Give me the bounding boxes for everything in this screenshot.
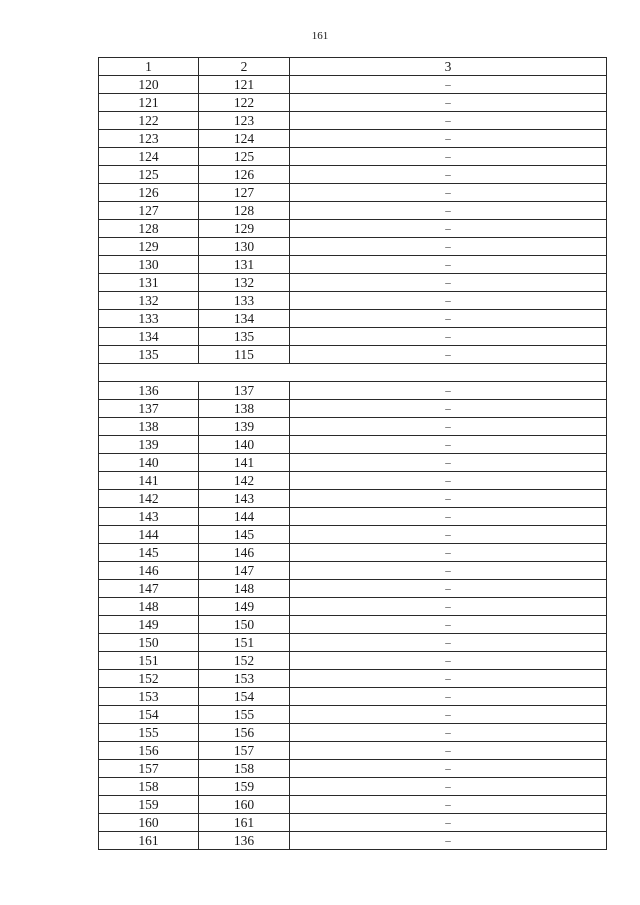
table-cell-col-3: – bbox=[290, 760, 607, 778]
table-cell-col-3: – bbox=[290, 202, 607, 220]
table-cell-col-3: – bbox=[290, 148, 607, 166]
table-cell-col-1: 132 bbox=[99, 292, 199, 310]
table-cell-col-3: – bbox=[290, 256, 607, 274]
table-cell-col-2: 152 bbox=[199, 652, 290, 670]
table-cell-col-2: 128 bbox=[199, 202, 290, 220]
table-cell-col-3: – bbox=[290, 436, 607, 454]
table-row bbox=[99, 580, 607, 598]
table-cell-col-3: – bbox=[290, 688, 607, 706]
table-body bbox=[99, 58, 607, 850]
table-cell-col-1: 160 bbox=[99, 814, 199, 832]
table-row bbox=[99, 454, 607, 472]
table-row bbox=[99, 472, 607, 490]
table-cell-col-1: 128 bbox=[99, 220, 199, 238]
table-cell-col-3: – bbox=[290, 310, 607, 328]
table-cell-col-2: 130 bbox=[199, 238, 290, 256]
table-row bbox=[99, 490, 607, 508]
table-cell-col-2: 149 bbox=[199, 598, 290, 616]
table-cell-col-2: 155 bbox=[199, 706, 290, 724]
table-cell-col-3: – bbox=[290, 670, 607, 688]
table-row bbox=[99, 544, 607, 562]
table-cell-col-2: 135 bbox=[199, 328, 290, 346]
table-row bbox=[99, 184, 607, 202]
table-row bbox=[99, 688, 607, 706]
table-row bbox=[99, 238, 607, 256]
table-cell-col-1: 122 bbox=[99, 112, 199, 130]
table-cell-col-3: – bbox=[290, 526, 607, 544]
table-cell-col-3: – bbox=[290, 418, 607, 436]
table-row bbox=[99, 292, 607, 310]
table-cell-col-2: 142 bbox=[199, 472, 290, 490]
table-row bbox=[99, 220, 607, 238]
table-row bbox=[99, 310, 607, 328]
table-cell-col-3: – bbox=[290, 706, 607, 724]
page-number: 161 bbox=[311, 30, 329, 42]
table-cell-col-3: – bbox=[290, 742, 607, 760]
table-cell-col-2: 158 bbox=[199, 760, 290, 778]
table-cell-col-1: 136 bbox=[99, 382, 199, 400]
table-cell-col-2: 115 bbox=[199, 346, 290, 364]
table-cell-col-3: – bbox=[290, 562, 607, 580]
header-cell-3: 3 bbox=[290, 58, 607, 76]
table-cell-col-1: 149 bbox=[99, 616, 199, 634]
table-cell-col-1: 151 bbox=[99, 652, 199, 670]
table-cell-col-3: – bbox=[290, 832, 607, 850]
table-row bbox=[99, 598, 607, 616]
table-cell-col-1: 145 bbox=[99, 544, 199, 562]
table-cell-col-1: 127 bbox=[99, 202, 199, 220]
table-cell-col-1: 155 bbox=[99, 724, 199, 742]
table-cell-col-2: 154 bbox=[199, 688, 290, 706]
table-row bbox=[99, 796, 607, 814]
table-cell-col-1: 157 bbox=[99, 760, 199, 778]
table-cell-col-2: 159 bbox=[199, 778, 290, 796]
table-row bbox=[99, 76, 607, 94]
table-cell-col-1: 125 bbox=[99, 166, 199, 184]
table-cell-col-2: 139 bbox=[199, 418, 290, 436]
table-cell-col-3: – bbox=[290, 796, 607, 814]
table-row bbox=[99, 274, 607, 292]
table-row bbox=[99, 346, 607, 364]
table-cell-col-1: 139 bbox=[99, 436, 199, 454]
table-cell-col-3: – bbox=[290, 94, 607, 112]
table-cell-col-2: 160 bbox=[199, 796, 290, 814]
table-cell-col-1: 148 bbox=[99, 598, 199, 616]
table-cell-col-2: 122 bbox=[199, 94, 290, 112]
table-cell-col-2: 141 bbox=[199, 454, 290, 472]
table-row bbox=[99, 130, 607, 148]
table-cell-col-3: – bbox=[290, 382, 607, 400]
table-cell-col-3: – bbox=[290, 778, 607, 796]
header-cell-1: 1 bbox=[99, 58, 199, 76]
table-row bbox=[99, 814, 607, 832]
table-cell-col-1: 161 bbox=[99, 832, 199, 850]
table-row bbox=[99, 112, 607, 130]
table-cell-col-3: – bbox=[290, 508, 607, 526]
table-row bbox=[99, 166, 607, 184]
table-cell-col-3: – bbox=[290, 598, 607, 616]
table-row bbox=[99, 328, 607, 346]
table-cell-col-2: 150 bbox=[199, 616, 290, 634]
table-row bbox=[99, 148, 607, 166]
table-cell-col-3: – bbox=[290, 400, 607, 418]
table-cell-col-1: 144 bbox=[99, 526, 199, 544]
table-cell-col-1: 124 bbox=[99, 148, 199, 166]
section-separator-row bbox=[99, 364, 607, 382]
table-cell-col-1: 156 bbox=[99, 742, 199, 760]
table-cell-col-1: 142 bbox=[99, 490, 199, 508]
table-cell-col-2: 140 bbox=[199, 436, 290, 454]
table-cell-col-3: – bbox=[290, 184, 607, 202]
table-cell-col-2: 146 bbox=[199, 544, 290, 562]
table-cell-col-1: 126 bbox=[99, 184, 199, 202]
table-cell-col-2: 131 bbox=[199, 256, 290, 274]
table-row bbox=[99, 418, 607, 436]
table-cell-col-2: 138 bbox=[199, 400, 290, 418]
table-cell-col-1: 130 bbox=[99, 256, 199, 274]
table-row bbox=[99, 562, 607, 580]
table-row bbox=[99, 832, 607, 850]
table-cell-col-1: 121 bbox=[99, 94, 199, 112]
table-cell-col-3: – bbox=[290, 220, 607, 238]
table-row bbox=[99, 436, 607, 454]
table-row bbox=[99, 382, 607, 400]
table-cell-col-3: – bbox=[290, 292, 607, 310]
table-cell-col-1: 143 bbox=[99, 508, 199, 526]
table-cell-col-1: 153 bbox=[99, 688, 199, 706]
table-cell-col-1: 146 bbox=[99, 562, 199, 580]
table-cell-col-3: – bbox=[290, 166, 607, 184]
table-cell-col-3: – bbox=[290, 490, 607, 508]
table-row bbox=[99, 778, 607, 796]
table-row bbox=[99, 706, 607, 724]
table-cell-col-2: 129 bbox=[199, 220, 290, 238]
table-cell-col-1: 154 bbox=[99, 706, 199, 724]
table-cell-col-2: 144 bbox=[199, 508, 290, 526]
table-cell-col-1: 150 bbox=[99, 634, 199, 652]
table-cell-col-2: 161 bbox=[199, 814, 290, 832]
table-cell-col-2: 121 bbox=[199, 76, 290, 94]
table-row bbox=[99, 526, 607, 544]
table-cell-col-1: 140 bbox=[99, 454, 199, 472]
table-cell-col-3: – bbox=[290, 616, 607, 634]
header-row bbox=[99, 58, 607, 76]
table-cell-col-3: – bbox=[290, 472, 607, 490]
table-row bbox=[99, 742, 607, 760]
table-cell-col-2: 156 bbox=[199, 724, 290, 742]
table-cell-col-3: – bbox=[290, 274, 607, 292]
table-cell-col-2: 133 bbox=[199, 292, 290, 310]
table-cell-col-2: 153 bbox=[199, 670, 290, 688]
header-cell-2: 2 bbox=[199, 58, 290, 76]
table-row bbox=[99, 400, 607, 418]
table-cell-col-3: – bbox=[290, 454, 607, 472]
table-cell-col-3: – bbox=[290, 724, 607, 742]
table-cell-col-2: 125 bbox=[199, 148, 290, 166]
table-cell-col-1: 152 bbox=[99, 670, 199, 688]
table-cell-col-3: – bbox=[290, 634, 607, 652]
table-cell-col-1: 137 bbox=[99, 400, 199, 418]
table-cell-col-2: 145 bbox=[199, 526, 290, 544]
table-cell-col-2: 147 bbox=[199, 562, 290, 580]
table-row bbox=[99, 508, 607, 526]
table-row bbox=[99, 202, 607, 220]
table-cell-col-3: – bbox=[290, 580, 607, 598]
table-cell-col-2: 137 bbox=[199, 382, 290, 400]
table-row bbox=[99, 652, 607, 670]
table-cell-col-3: – bbox=[290, 130, 607, 148]
table-cell-col-2: 151 bbox=[199, 634, 290, 652]
table-cell-col-3: – bbox=[290, 76, 607, 94]
table-cell-col-2: 134 bbox=[199, 310, 290, 328]
table-cell-col-1: 135 bbox=[99, 346, 199, 364]
table-row bbox=[99, 670, 607, 688]
table-row bbox=[99, 94, 607, 112]
table-cell-col-3: – bbox=[290, 238, 607, 256]
table-cell-col-1: 129 bbox=[99, 238, 199, 256]
table-row bbox=[99, 256, 607, 274]
table-cell-col-1: 133 bbox=[99, 310, 199, 328]
table-cell-col-3: – bbox=[290, 814, 607, 832]
table-cell-col-2: 136 bbox=[199, 832, 290, 850]
table-cell-col-2: 126 bbox=[199, 166, 290, 184]
table-cell-col-2: 124 bbox=[199, 130, 290, 148]
table-cell-col-1: 159 bbox=[99, 796, 199, 814]
table-cell-col-3: – bbox=[290, 652, 607, 670]
table-cell-col-1: 123 bbox=[99, 130, 199, 148]
table-cell-col-1: 131 bbox=[99, 274, 199, 292]
table-cell-col-1: 141 bbox=[99, 472, 199, 490]
data-table bbox=[98, 57, 607, 850]
table-cell-col-1: 138 bbox=[99, 418, 199, 436]
table-cell-col-2: 157 bbox=[199, 742, 290, 760]
table-cell-col-1: 134 bbox=[99, 328, 199, 346]
table-cell-col-3: – bbox=[290, 112, 607, 130]
table-row bbox=[99, 616, 607, 634]
table-cell-col-1: 158 bbox=[99, 778, 199, 796]
table-cell-col-1: 120 bbox=[99, 76, 199, 94]
table-cell-col-2: 148 bbox=[199, 580, 290, 598]
table-cell-col-2: 132 bbox=[199, 274, 290, 292]
table-row bbox=[99, 634, 607, 652]
table-cell-col-1: 147 bbox=[99, 580, 199, 598]
table-cell-col-2: 123 bbox=[199, 112, 290, 130]
section-separator-cell bbox=[99, 364, 607, 382]
table-row bbox=[99, 724, 607, 742]
table-cell-col-2: 127 bbox=[199, 184, 290, 202]
table-cell-col-3: – bbox=[290, 328, 607, 346]
table-cell-col-2: 143 bbox=[199, 490, 290, 508]
table-cell-col-3: – bbox=[290, 544, 607, 562]
table-row bbox=[99, 760, 607, 778]
table-cell-col-3: – bbox=[290, 346, 607, 364]
